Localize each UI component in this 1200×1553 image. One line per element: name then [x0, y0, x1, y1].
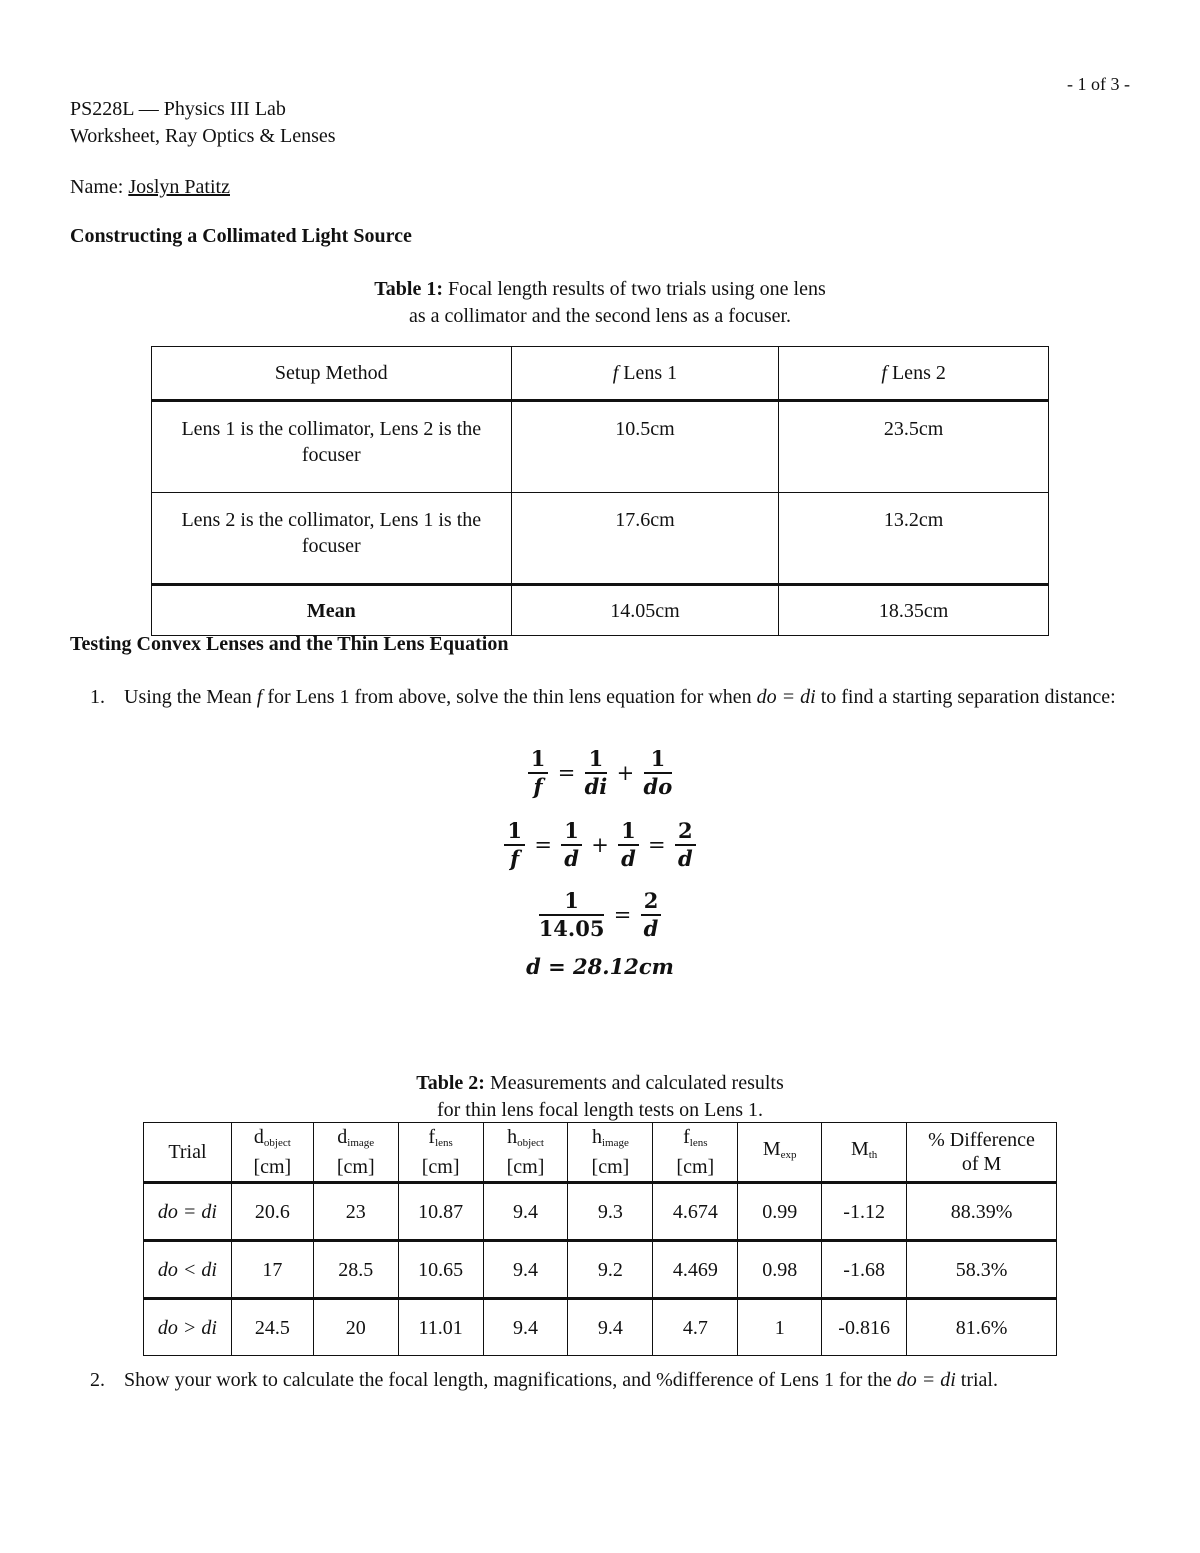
table-cell: 28.5 [313, 1241, 398, 1299]
course-title: PS228L — Physics III Lab [70, 98, 286, 120]
header-cell: Setup Method [152, 347, 512, 401]
table-cell: 18.35cm [779, 585, 1049, 636]
student-name-line [70, 174, 230, 201]
table1-caption-label: Table 1: [374, 278, 443, 300]
table1-caption-line1: Focal length results of two trials using one lens [448, 278, 826, 300]
table-row [152, 401, 1049, 493]
header-cell: $M_{exp}$ [738, 1123, 822, 1183]
table-cell: 20 [313, 1299, 398, 1356]
table-cell: 13.2cm [779, 493, 1049, 585]
table-cell: 23 [313, 1183, 398, 1241]
table-cell: 17.6cm [511, 493, 779, 585]
table-cell: 81.6% [907, 1299, 1057, 1356]
equation-line-1: $\frac{1}{f}$ = $\frac{1}{di}$ + $\frac{1}{do}$ [480, 746, 720, 800]
table-cell: do = di [144, 1183, 232, 1241]
header-cell: $M_{th}$ [822, 1123, 907, 1183]
table-cell: 10.5cm [511, 401, 779, 493]
equation-line-3: $\frac{1}{14.05}$ = $\frac{2}{d}$ [480, 888, 720, 942]
table-cell: 17 [231, 1241, 313, 1299]
table-cell: 0.99 [738, 1183, 822, 1241]
table2-thin-lens-results [143, 1122, 1057, 1356]
header-cell: $h_{object}$ [cm] [483, 1123, 568, 1183]
table-cell: 23.5cm [779, 401, 1049, 493]
table-cell: do < di [144, 1241, 232, 1299]
table-row [144, 1299, 1057, 1356]
table-cell: 24.5 [231, 1299, 313, 1356]
table-cell: 1 [738, 1299, 822, 1356]
thin-lens-derivation [480, 746, 720, 996]
question-text: Show your work to calculate the focal length, magnifications, and %difference of Lens 1 for the do = di trial. [124, 1369, 998, 1391]
header-cell: $f_{lens}$ [cm] [653, 1123, 738, 1183]
table-cell: 58.3% [907, 1241, 1057, 1299]
section-title-thin-lens: Testing Convex Lenses and the Thin Lens Equation [70, 633, 509, 655]
table-row [144, 1183, 1057, 1241]
table-row [152, 493, 1049, 585]
table-cell: Mean [152, 585, 512, 636]
table-cell: -1.12 [822, 1183, 907, 1241]
table2-caption-line1: Measurements and calculated results [489, 1072, 784, 1094]
table-cell: 14.05cm [511, 585, 779, 636]
question-1 [90, 684, 1150, 740]
question-number: 2. [90, 1369, 105, 1391]
table-cell: -0.816 [822, 1299, 907, 1356]
table-cell: 88.39% [907, 1183, 1057, 1241]
worksheet-title: Worksheet, Ray Optics & Lenses [70, 125, 336, 147]
table-cell: 9.4 [568, 1299, 653, 1356]
table-cell: do > di [144, 1299, 232, 1356]
name-label: Name: [70, 176, 124, 198]
table-row [152, 585, 1049, 636]
header-cell: $d_{image}$ [cm] [313, 1123, 398, 1183]
table1-caption-line2: as a collimator and the second lens as a focuser. [408, 305, 792, 327]
table-cell: 9.2 [568, 1241, 653, 1299]
table-cell: Lens 1 is the collimator, Lens 2 is the focuser [152, 401, 512, 493]
header-cell: % Difference of M [907, 1123, 1057, 1183]
name-value: Joslyn Patitz [128, 176, 230, 198]
equation-result: d = 28.12cm [526, 954, 674, 979]
table2-caption [200, 1070, 1000, 1124]
table2-caption-line2: for thin lens focal length tests on Lens 1. [436, 1099, 764, 1121]
table-cell: -1.68 [822, 1241, 907, 1299]
table-cell: 0.98 [738, 1241, 822, 1299]
table-row [144, 1241, 1057, 1299]
header-cell: f Lens 1 [511, 347, 779, 401]
question-2 [90, 1367, 1150, 1397]
header-cell: $d_{object}$ [cm] [231, 1123, 313, 1183]
table-cell: 4.469 [653, 1241, 738, 1299]
table-cell: 9.4 [483, 1183, 568, 1241]
table1-caption [200, 276, 1000, 330]
header-cell: $h_{image}$ [cm] [568, 1123, 653, 1183]
table-cell: 9.4 [483, 1299, 568, 1356]
table-row [144, 1123, 1057, 1183]
header-cell: f Lens 2 [779, 347, 1049, 401]
section-title-collimated: Constructing a Collimated Light Source [70, 225, 412, 247]
page-number: - 1 of 3 - [1067, 74, 1130, 94]
equation-line-2: $\frac{1}{f}$ = $\frac{1}{d}$ + $\frac{1}{d}$ = $\frac{2}{d}$ [480, 818, 720, 872]
table1-focal-length [151, 346, 1049, 636]
table2-caption-label: Table 2: [416, 1072, 485, 1094]
question-number: 1. [90, 686, 105, 708]
table-cell: 20.6 [231, 1183, 313, 1241]
table-cell: 4.674 [653, 1183, 738, 1241]
table-cell: Lens 2 is the collimator, Lens 1 is the focuser [152, 493, 512, 585]
table-cell: 9.3 [568, 1183, 653, 1241]
table-cell: 4.7 [653, 1299, 738, 1356]
header-cell: $f_{lens}$ [cm] [398, 1123, 483, 1183]
table-cell: 10.87 [398, 1183, 483, 1241]
question-text: Using the Mean f for Lens 1 from above, solve the thin lens equation for when do = di to find a starting separation distance: [124, 686, 1116, 708]
table-row [152, 347, 1049, 401]
table-cell: 11.01 [398, 1299, 483, 1356]
table-cell: 9.4 [483, 1241, 568, 1299]
header-cell: Trial [144, 1123, 232, 1183]
table-cell: 10.65 [398, 1241, 483, 1299]
